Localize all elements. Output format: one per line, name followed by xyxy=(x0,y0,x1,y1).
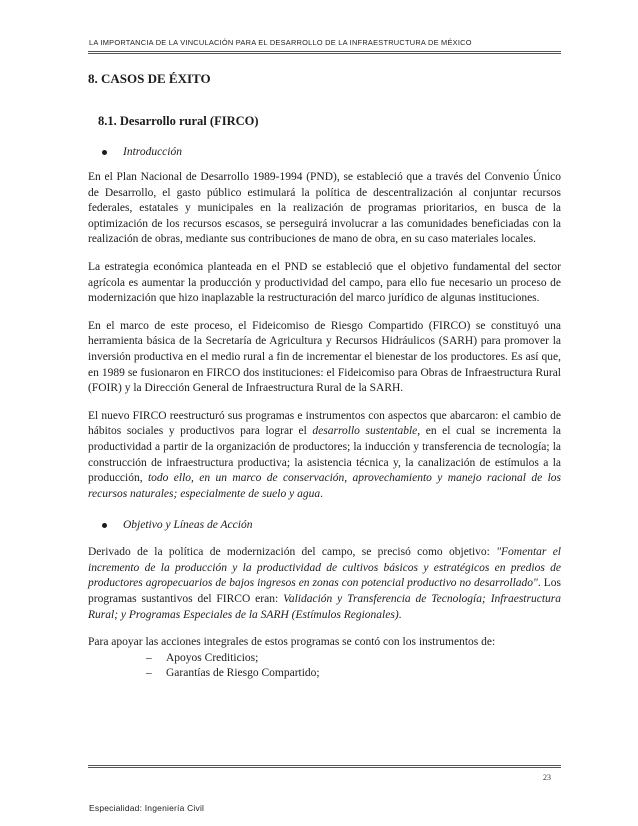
running-header: LA IMPORTANCIA DE LA VINCULACIÓN PARA EL DESARROLLO DE LA INFRAESTRUCTURA DE MÉXICO xyxy=(89,38,472,47)
text-run: . Los programas sustantivos del FIRCO eran: xyxy=(88,577,561,606)
page-number: 23 xyxy=(543,773,551,782)
paragraph-3: En el marco de este proceso, el Fideicomiso de Riesgo Compartido (FIRCO) se constituyó una herramienta básica de la Secretaría de Agricultura y Recursos Hidráulicos (SARH) para promover la inversión productiva en el medio rural a fin de incrementar el bienestar de los productores. Es así que, en 1989 se fusionaron en FIRCO dos instituciones: el Fideicomiso para Obras de Infraestructura Rural (FOIR) y la Dirección General de Infraestructura Rural de la SARH. xyxy=(88,319,561,395)
text-run: , en el cual se incrementa la productividad a partir de la organización de productores; la inducción y transferencia de tecnología; la construcción de infraestructura productiva; la asistencia técnica y, la canalización de estímulos a la producción, xyxy=(88,425,561,485)
bullet-dot-icon xyxy=(102,523,107,528)
header-rule xyxy=(88,51,561,54)
instrument-item xyxy=(146,651,561,667)
text-run: Derivado de la política de modernización del campo, se precisó como objetivo: xyxy=(88,546,497,559)
text-run: El nuevo FIRCO reestructuró sus programas e instrumentos con aspectos que abarcaron: el cambio de hábitos sociales y productivos para lograr el xyxy=(88,409,561,438)
page-content xyxy=(88,71,561,682)
paragraph-5 xyxy=(88,545,561,623)
italic-text-run: desarrollo sustentable xyxy=(312,425,418,438)
paragraph-1: En el Plan Nacional de Desarrollo 1989-1994 (PND), se estableció que a través del Convenio Único de Desarrollo, el gasto público estimulará la política de descentralización al conjuntar recursos federales, estatales y municipales en la realización de programas prioritarios, en busca de la optimización de los recursos escasos, se perseguirá involucrar a las comunidades beneficiadas con la realización de obras, mediante sus contribuciones de mano de obra, en su caso materiales locales. xyxy=(88,171,561,246)
footer-rule xyxy=(88,765,561,768)
section-title: 8. CASOS DE ÉXITO xyxy=(88,71,211,86)
instrument-item xyxy=(146,666,561,682)
paragraph-2: La estrategia económica planteada en el PND se estableció que el objetivo fundamental del sector agrícola es aumentar la producción y productividad del campo, para ello fue necesario un proceso de modernización que hizo inaplazable la restructuración del marco jurídico de algunas instituciones. xyxy=(88,260,561,305)
dash-bullet-icon: – xyxy=(146,651,152,664)
footer-specialty: Especialidad: Ingeniería Civil xyxy=(89,803,205,813)
italic-text-run: "Fomentar el incremento de la producción y la productividad de cultivos básicos y estratégicos en predios de productores agropecuarios de bajos ingresos en zonas con potencial productivo no desarrollado" xyxy=(88,546,562,590)
bullet-dot-icon xyxy=(102,150,107,155)
italic-text-run: Validación y Transferencia de Tecnología; Infraestructura Rural; y Programas Especiales de la SARH (Estímulos Regionales) xyxy=(88,593,561,621)
bullet-introduccion xyxy=(102,145,561,160)
instrument-label: Garantías de Riesgo Compartido; xyxy=(166,667,320,680)
text-run: . xyxy=(320,487,323,500)
instrument-label: Apoyos Crediticios; xyxy=(166,651,259,664)
subsection-title: 8.1. Desarrollo rural (FIRCO) xyxy=(98,114,259,128)
italic-text-run: todo ello, en un marco de conservación, aprovechamiento y manejo racional de los recursos naturales; especialmente de suelo y agua xyxy=(88,472,561,500)
paragraph-4 xyxy=(88,409,561,503)
bullet-objetivo xyxy=(102,518,561,533)
dash-bullet-icon: – xyxy=(146,667,152,680)
bullet-label: Introducción xyxy=(123,146,182,158)
bullet-label: Objetivo y Líneas de Acción xyxy=(123,519,253,532)
text-run: . xyxy=(398,608,402,621)
paragraph-6: Para apoyar las acciones integrales de estos programas se contó con los instrumentos de: xyxy=(88,636,496,649)
